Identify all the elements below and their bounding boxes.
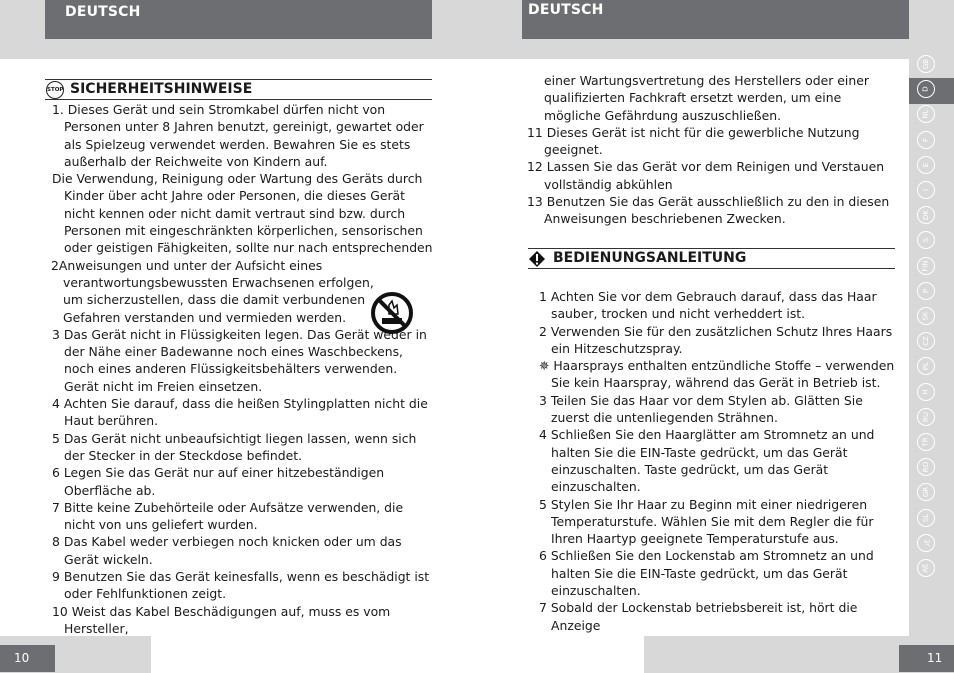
- language-tab-label: DK: [921, 210, 930, 221]
- language-tab-14[interactable]: [917, 408, 935, 426]
- safety-heading: SICHERHEITSHINWEISE: [70, 81, 253, 97]
- instr-item-2: 2 Verwenden Sie für den zusätzlichen Schutz Ihres Haars ein Hitzeschutzspray.: [539, 323, 893, 356]
- safety-item-1b: Die Verwendung, Reinigung oder Wartung des Geräts durch Kinder über acht Jahre oder Personen, die dieses Gerät nicht kennen oder nicht damit vertraut sind bzw. durch Personen mit eingeschränkten körperlichen, sensorischen oder geistigen Fähigkeiten, sollte nur nach entsprechenden: [52, 171, 433, 256]
- language-tab-label: RU: [922, 411, 930, 422]
- language-tab-label: SK: [921, 311, 930, 321]
- language-tab-19[interactable]: [917, 534, 935, 552]
- instr-item-1: 1 Achten Sie vor dem Gebrauch darauf, dass das Haar sauber, trocken und nicht verheddert ist.: [539, 289, 877, 322]
- language-tab-label: E: [922, 162, 930, 168]
- safety-item-1: 1. Dieses Gerät und sein Stromkabel dürfen nicht von Personen unter 8 Jahren benutzt, gereinigt, gewartet oder als Spielzeug verwendet werden. Bewahren Sie es stets außerhalb der Reichweite von Kindern auf.: [52, 102, 424, 169]
- safety-item-5: 5 Das Gerät nicht unbeaufsichtigt liegen lassen, wenn sich der Stecker in der Steckdose befindet.: [52, 430, 417, 463]
- language-tab-label: GB: [921, 58, 930, 70]
- language-tab-label: GR: [921, 487, 930, 498]
- language-tab-label: PL: [922, 362, 930, 371]
- safety-item-10: 10 Weist das Kabel Beschädigungen auf, muss es vom Hersteller,: [52, 603, 391, 636]
- instructions-heading: BEDIENUNGSANLEITUNG: [553, 250, 747, 266]
- header-right-title: DEUTSCH: [528, 2, 604, 18]
- instr-item-5: 5 Stylen Sie Ihr Haar zu Beginn mit einer niedrigeren Temperaturstufe. Wählen Sie mit dem Regler die für Ihren Haartyp geeignete Temperaturstufe aus.: [539, 496, 874, 547]
- instr-item-7: 7 Sobald der Lockenstab betriebsbereit ist, hört die Anzeige: [539, 600, 858, 633]
- safety-item-2: 2Anweisungen und unter der Aufsicht eines verantwortungsbewussten Erwachsenen erfolgen, um sicherzustellen, dass die damit verbundenen Gefahren verstanden und vermieden werden.: [51, 257, 374, 325]
- instr-hairspray-note: ✵ Haarsprays enthalten entzündliche Stoffe – verwenden Sie kein Haarspray, während das Gerät in Betrieb ist.: [539, 358, 895, 391]
- language-tab-label: FIN: [921, 259, 930, 272]
- language-tab-label: H: [921, 388, 930, 395]
- page-number-right: 11: [899, 645, 954, 672]
- safety-item-11: 11 Dieses Gerät ist nicht für die gewerbliche Nutzung geeignet.: [527, 124, 860, 158]
- language-tab-10[interactable]: [917, 307, 935, 325]
- language-tab-label: S: [921, 238, 930, 243]
- instructions-heading-bar: [528, 248, 895, 269]
- instr-item-6: 6 Schließen Sie den Lockenstab am Stromnetz an und halten Sie die EIN-Taste gedrückt, um das Gerät einzuschalten.: [539, 548, 874, 599]
- instructions-list: [532, 288, 897, 634]
- safety-item-8: 8 Das Kabel weder verbiegen noch knicken oder um das Gerät wickeln.: [52, 534, 402, 567]
- safety-item-9: 9 Benutzen Sie das Gerät keinesfalls, wenn es beschädigt ist oder Fehlfunktionen zeigt.: [52, 569, 430, 602]
- safety-list: [45, 101, 435, 637]
- safety-item-3: 3 Das Gerät nicht in Flüssigkeiten legen. Das Gerät weder in der Nähe einer Badewanne noch eines Waschbeckens, noch eines anderen Flüssigkeitsbehälters verwenden. Gerät nicht im Freien einsetzen.: [52, 326, 427, 394]
- safety-continued: [527, 72, 897, 228]
- no-water-icon: [370, 291, 414, 335]
- language-tab-0[interactable]: [917, 55, 935, 73]
- language-tab-label: F: [922, 137, 930, 142]
- language-tab-4[interactable]: [917, 156, 935, 174]
- header-left-title: DEUTSCH: [65, 4, 141, 20]
- safety-item-10-cont: einer Wartungsvertretung des Herstellers oder einer qualifizierten Fachkraft ersetzt werden, um eine mögliche Gefährdung auszuschließen.: [544, 73, 869, 123]
- language-tab-label: TR: [921, 437, 930, 447]
- language-tab-label: ﻉﺭ: [922, 539, 930, 547]
- warning-icon: [528, 250, 546, 268]
- language-tab-8[interactable]: [917, 257, 935, 275]
- header-left: [45, 0, 432, 39]
- header-right: [522, 0, 909, 39]
- safety-item-4: 4 Achten Sie darauf, dass die heißen Stylingplatten nicht die Haut berühren.: [52, 396, 428, 429]
- safety-item-13: 13 Benutzen Sie das Gerät ausschließlich zu den in diesen Anweisungen beschriebenen Zwecken.: [527, 194, 890, 227]
- language-tab-15[interactable]: [917, 433, 935, 451]
- safety-item-7: 7 Bitte keine Zubehörteile oder Aufsätze verwenden, die nicht von uns geliefert wurden.: [52, 499, 404, 533]
- language-tab-label: SL: [922, 513, 930, 522]
- safety-heading-bar: [45, 79, 432, 100]
- safety-item-12: 12 Lassen Sie das Gerät vor dem Reinigen und Verstauen vollständig abkühlen: [527, 159, 885, 192]
- language-tab-18[interactable]: [917, 509, 935, 527]
- instr-item-3: 3 Teilen Sie das Haar vor dem Stylen ab. Glätten Sie zuerst die untenliegenden Strähnen.: [539, 392, 863, 426]
- language-tab-label: NL: [921, 109, 930, 119]
- language-tab-label: P: [921, 288, 930, 293]
- language-tab-label: CZ: [922, 336, 930, 347]
- language-tab-13[interactable]: [917, 383, 935, 401]
- language-tab-9[interactable]: [917, 282, 935, 300]
- language-tab-20[interactable]: [917, 559, 935, 577]
- page-number-left: 10: [0, 645, 55, 672]
- language-tab-label: I: [921, 188, 930, 192]
- instr-item-4: 4 Schließen Sie den Haarglätter am Stromnetz an und halten Sie die EIN-Taste gedrückt, um das Gerät einzuschalten. Taste gedrückt, um das Gerät einzuschalten.: [539, 427, 875, 495]
- language-tab-label: RO: [922, 462, 930, 473]
- safety-item-6: 6 Legen Sie das Gerät nur auf einer hitzebeständigen Oberfläche ab.: [52, 465, 385, 498]
- stop-icon: STOP: [46, 81, 64, 99]
- language-tab-label: AE: [922, 563, 930, 573]
- language-tab-label: D: [921, 86, 930, 92]
- language-tab-5[interactable]: [917, 181, 935, 199]
- language-tab-3[interactable]: [917, 131, 935, 149]
